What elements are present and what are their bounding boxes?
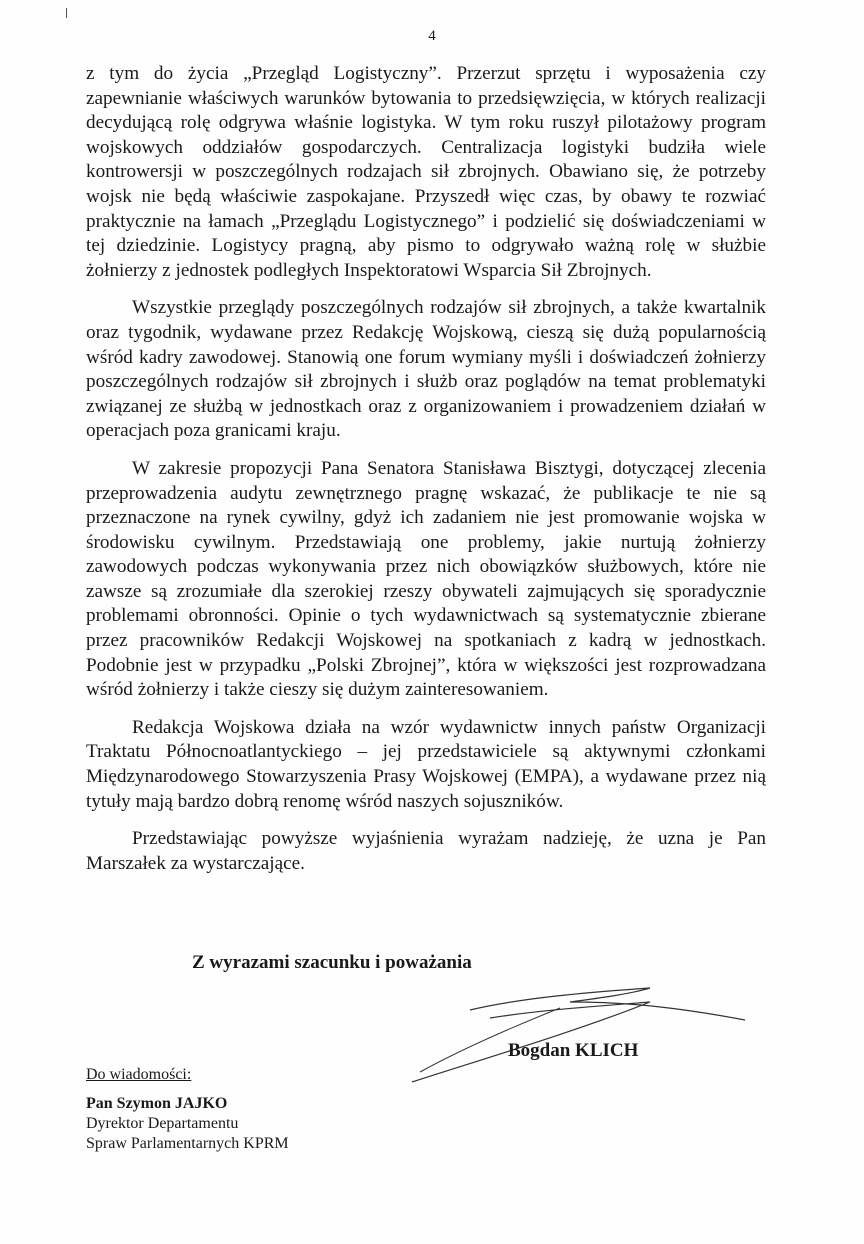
cc-label: Do wiadomości: (86, 1066, 192, 1083)
signer-name: Bogdan KLICH (508, 1040, 639, 1061)
page-number: 4 (428, 28, 436, 44)
scan-mark (66, 8, 67, 18)
recipient-title: Dyrektor Departamentu (86, 1115, 239, 1132)
paragraph-5: Przedstawiając powyższe wyjaśnienia wyrażam nadzieję, że uzna je Pan Marszałek za wystarczające. (86, 828, 766, 874)
recipient-office: Spraw Parlamentarnych KPRM (86, 1135, 289, 1152)
handwritten-signature (400, 980, 760, 1090)
paragraph-2: Wszystkie przeglądy poszczególnych rodzajów sił zbrojnych, a także kwartalnik oraz tygodnik, wydawane przez Redakcję Wojskową, cieszą się dużą popularnością wśród kadry zawodowej. Stanowią one forum wymiany myśli i doświadczeń żołnierzy poszczególnych rodzajów sił zbrojnych i służb oraz poglądów na temat problematyki związanej ze służbą w jednostkach oraz z organizowaniem i prowadzeniem działań w operacjach poza granicami kraju. (86, 297, 766, 442)
recipient-block (86, 1094, 289, 1154)
paragraph-4: Redakcja Wojskowa działa na wzór wydawnictw innych państw Organizacji Traktatu Północnoatlantyckiego – jej przedstawiciele są aktywnymi członkami Międzynarodowego Stowarzyszenia Prasy Wojskowej (EMPA), a wydawane przez nią tytuły mają bardzo dobrą renomę wśród naszych sojuszników. (86, 716, 766, 812)
paragraph-1: z tym do życia „Przegląd Logistyczny”. Przerzut sprzętu i wyposażenia czy zapewnianie właściwych warunków bytowania to przedsięwzięcia, w których realizacji decydującą rolę odgrywa właśnie logistyka. W tym roku ruszył pilotażowy program wojskowych oddziałów gospodarczych. Centralizacja logistyki budziła wiele kontrowersji w poszczególnych rodzajach sił zbrojnych. Obawiano się, że potrzeby wojsk nie będą właściwie zaspokajane. Przyszedł więc czas, by obawy te rozwiać praktycznie na łamach „Przeglądu Logistycznego” i podzielić się doświadczeniami w tej dziedzinie. Logistycy pragną, aby pismo to odgrywało ważną rolę w służbie żołnierzy z jednostek podległych Inspektoratowi Wsparcia Sił Zbrojnych. (86, 63, 766, 281)
recipient-name: Pan Szymon JAJKO (86, 1095, 228, 1112)
closing-salutation: Z wyrazami szacunku i poważania (192, 952, 472, 973)
paragraph-3: W zakresie propozycji Pana Senatora Stanisława Bisztygi, dotyczącej zlecenia przeprowadzenia audytu zewnętrznego pragnę wskazać, że publikacje te nie są przeznaczone na rynek cywilny, gdyż ich zadaniem nie jest promowanie wojska w środowisku cywilnym. Przedstawiają one problemy, jakie nurtują żołnierzy zawodowych podczas wykonywania przez nich obowiązków służbowych, które nie zawsze są zrozumiałe dla szerokiej rzeszy obywateli zajmujących się sporadycznie problemami obronności. Opinie o tych wydawnictwach są systematycznie zbierane przez pracowników Redakcji Wojskowej na spotkaniach z kadrą w jednostkach. Podobnie jest w przypadku „Polski Zbrojnej”, która w większości jest rozprowadzana wśród żołnierzy i także cieszy się dużym zainteresowaniem. (86, 457, 766, 701)
letter-body (86, 62, 766, 889)
